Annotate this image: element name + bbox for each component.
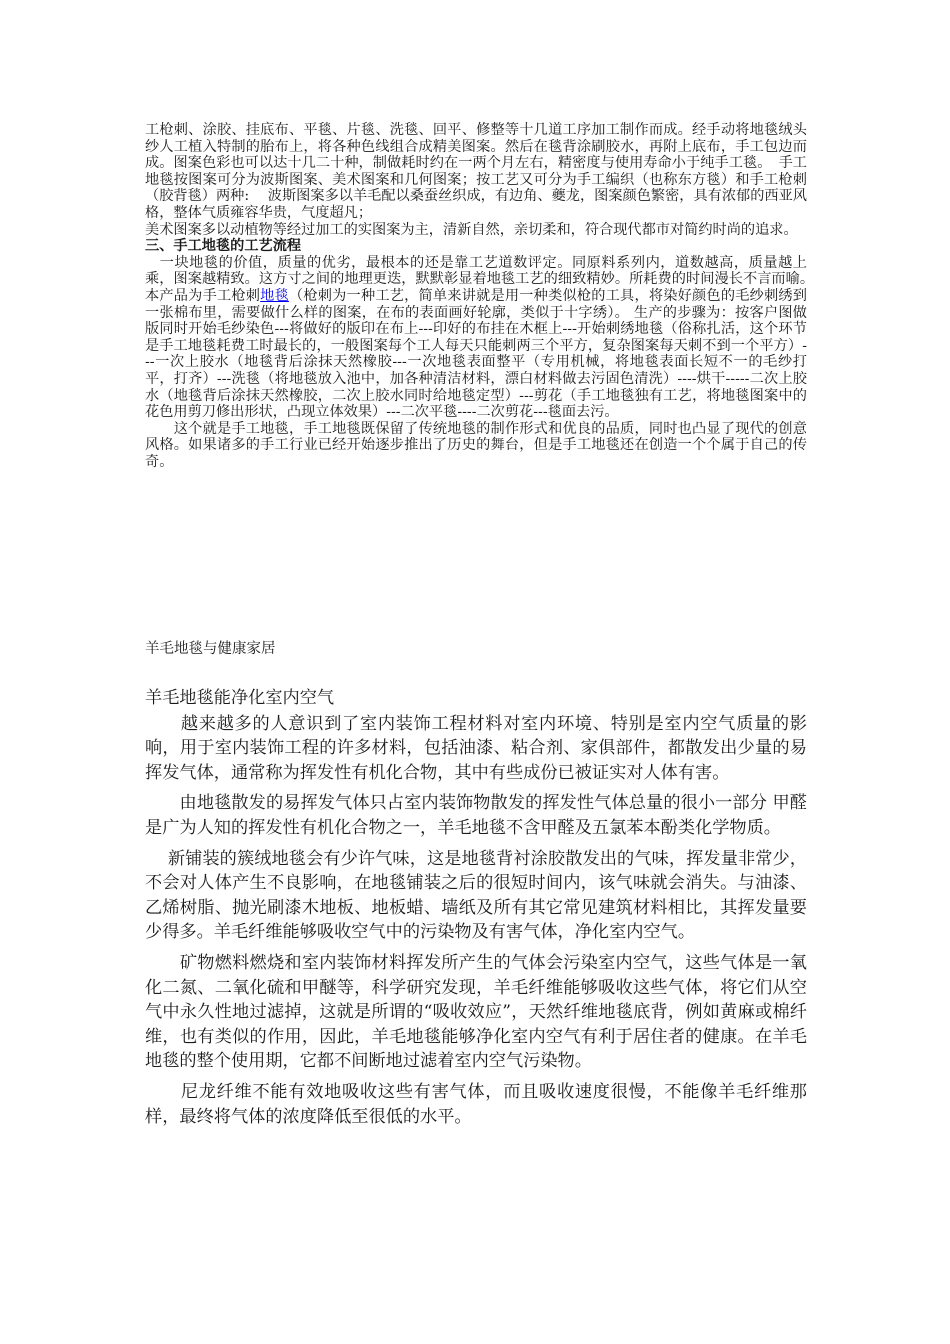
- body-paragraph: 新铺装的簇绒地毯会有少许气味，这是地毯背衬涂胶散发出的气味，挥发量非常少，不会对人体产生不良影响，在地毯铺装之后的很短时间内，该气味就会消失。与油漆、乙烯树脂、抛光刷漆木地板、地板蜡、墙纸及所有其它常见建筑材料相比，其挥发量要少得多。羊毛纤维能够吸收空气中的污染物及有害气体，净化室内空气。: [145, 848, 807, 943]
- article-title: 羊毛地毯与健康家居: [145, 641, 276, 657]
- carpet-craft-section: [145, 122, 822, 470]
- paragraph-conclusion: 这个就是手工地毯，手工地毯既保留了传统地毯的制作形式和优良的品质，同时也凸显了现代的创意风格。如果诸多的手工行业已经开始逐步推出了历史的舞台，但是手工地毯还在创造一个个属于自己的传奇。: [145, 420, 807, 470]
- body-paragraph: 由地毯散发的易挥发气体只占室内装饰物散发的挥发性气体总量的很小一部分 甲醛是广为人知的挥发性有机化合物之一，羊毛地毯不含甲醛及五氯苯本酚类化学物质。: [145, 793, 807, 838]
- subheading-air-purify: 羊毛地毯能净化室内空气: [145, 688, 335, 708]
- paragraph-craft-intro: 工枪刺、涂胶、挂底布、平毯、片毯、洗毯、回平、修整等十几道工序加工制作而成。经手动将地毯绒头纱人工植入特制的胎布上，将各种色线组合成精美图案。然后在毯背涂刷胶水，再附上底布，手工包边而成。图案色彩也可以达十几二十种，制做耗时约在一两个月左右，精密度与使用寿命小于纯手工毯。 手工地毯按图案可分为波斯图案、美术图案和几何图案；按工艺又可分为手工编织（也称东方毯）和手工枪刺（胶背毯）两种: 波斯图案多以羊毛配以桑蚕丝织成，有边角、夔龙，图案颜色繁密，具有浓郁的西亚风格，整体气质雍容华贵，气度超凡；: [145, 122, 807, 221]
- body-paragraph: 越来越多的人意识到了室内装饰工程材料对室内环境、特别是室内空气质量的影响，用于室内装饰工程的许多材料，包括油漆、粘合剂、家俱部件，都散发出少量的易挥发气体，通常称为挥发性有机化合物，其中有些成份已被证实对人体有害。: [145, 713, 807, 783]
- body-paragraph: 矿物燃料燃烧和室内装饰材料挥发所产生的气体会污染室内空气，这些气体是一氧化二氮、二氧化硫和甲醚等，科学研究发现，羊毛纤维能够吸收这些气体，将它们从空气中永久性地过滤掉，这就是所谓的“吸收效应”，天然纤维地毯底背，例如黄麻或棉纤维，也有类似的作用，因此，羊毛地毯能够净化室内空气有利于居住者的健康。在羊毛地毯的整个使用期，它都不间断地过滤着室内空气污染物。: [145, 952, 807, 1072]
- paragraph-art-pattern: 美术图案多以动植物等经过加工的实图案为主，清新自然，亲切柔和，符合现代都市对简约时尚的追求。: [145, 221, 798, 238]
- process-text-rest: （枪刺为一种工艺，简单来讲就是用一种类似枪的工具，将染好颜色的毛纱刺绣到一张棉布里，需要做什么样的图案，在布的表面画好轮廓，类似于十字绣）。 生产的步骤为：按客户图做版同时开始毛纱染色---将做好的版印在布上---印好的布挂在木框上---开始刺绣地毯（俗称扎活，这个环节是手工地毯耗费工时最长的，一般图案每个工人每天只能刺两三个平方，复杂图案每天刺不到一个平方）---一次上胶水（地毯背后涂抹天然橡胶---一次地毯表面整平（专用机械，将地毯表面长短不一的毛纱打平，打齐）---洗毯（将地毯放入池中，加各种清洁材料，漂白材料做去污固色清洗）----烘干-----二次上胶水（地毯背后涂抹天然橡胶，二次上胶水同时给地毯定型）---剪花（手工地毯独有工艺，将地毯图案中的花色用剪刀修出形状，凸现立体效果）---二次平毯----二次剪花---毯面去污。: [145, 287, 807, 421]
- section-heading-process: 三、手工地毯的工艺流程: [145, 238, 302, 255]
- paragraph-process-steps: [145, 254, 822, 421]
- body-paragraph: 尼龙纤维不能有效地吸收这些有害气体，而且吸收速度很慢，不能像羊毛纤维那样，最终将气体的浓度降低至很低的水平。: [145, 1081, 807, 1127]
- process-text-start: 一块地毯的价值，质量的优劣，最根本的还是靠工艺道数评定。同原料系列内，道数越高，质量越上乘，图案越精致。这方寸之间的地理更迭，默默彰显着地毯工艺的细致精妙。所耗费的时间漫长不言而喻。 本产品为手工枪刺: [145, 254, 822, 304]
- wool-health-section: [145, 686, 807, 1135]
- carpet-link[interactable]: 地毯: [260, 287, 289, 304]
